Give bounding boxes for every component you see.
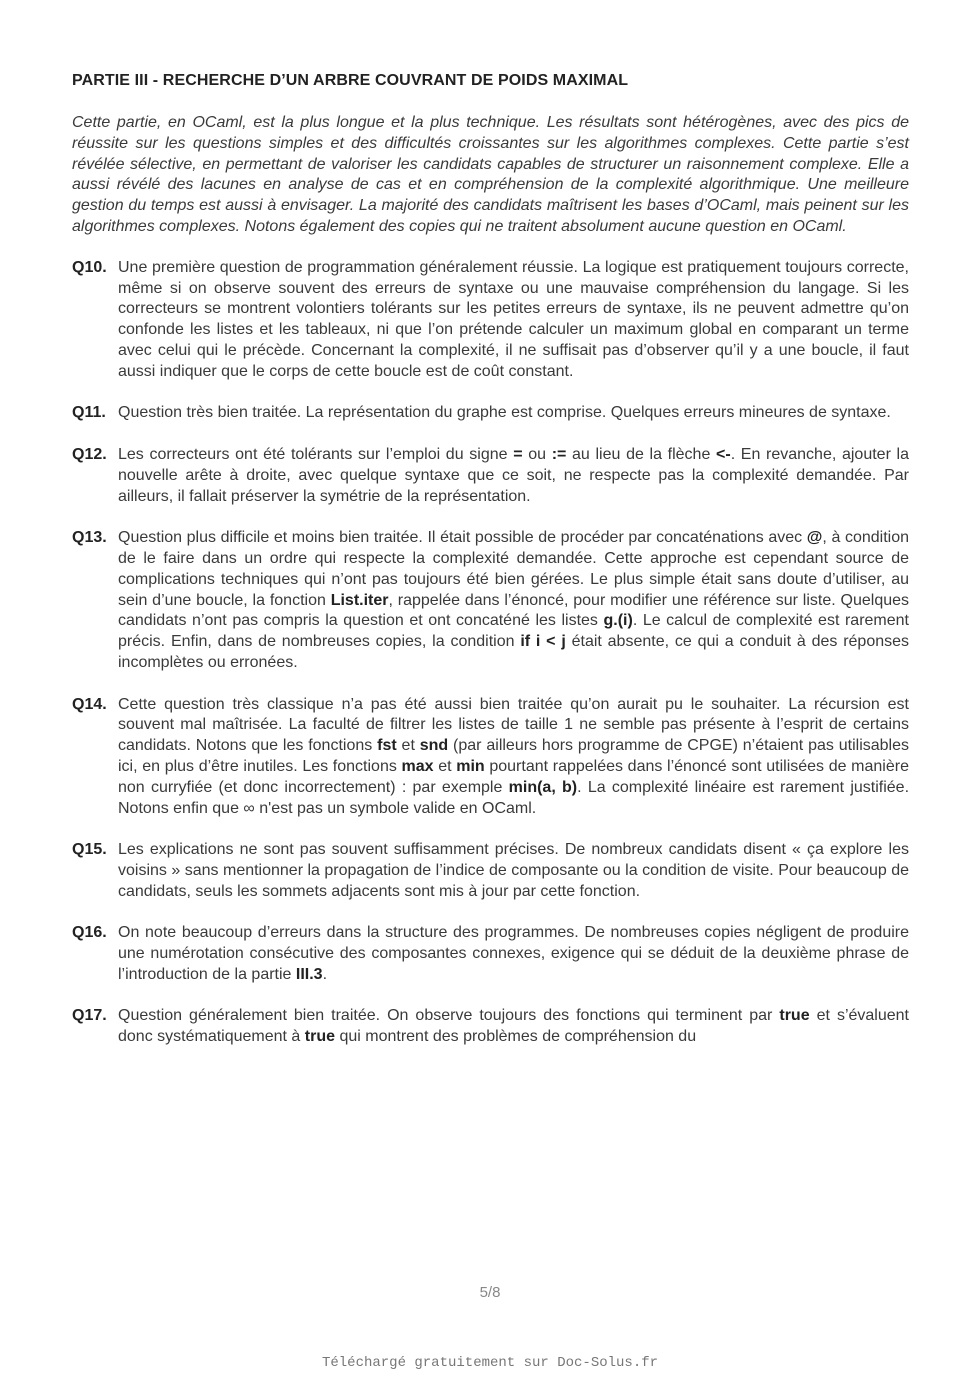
- question-label: Q15.: [72, 841, 107, 859]
- comment-text: Question plus difficile et moins bien traitée. Il était possible de procéder par concaténations avec: [118, 529, 807, 547]
- question-label: Q16.: [72, 924, 107, 942]
- comment-text: et: [396, 737, 420, 755]
- comment-text: ou: [522, 445, 552, 463]
- question-item: [72, 258, 909, 383]
- comment-text: On note beaucoup d’erreurs dans la structure des programmes. De nombreuses copies négligent de produire une numérotation consécutive des composantes connexes, exigence qui se déduit de la deuxième phrase de l’introduction de la partie: [118, 924, 909, 983]
- comment-text: , rappelée dans l’énoncé, pour modifier une référence sur liste. Quelques candidats n’ont pas compris la question et ont concaténé les listes: [118, 591, 910, 630]
- question-label: Q11.: [72, 404, 106, 422]
- code-term: :=: [551, 445, 567, 463]
- comment-text: et: [433, 757, 457, 775]
- comment-text: Cette question très classique n’a pas été aussi bien traitée qu’on aurait pu le souhaiter. La récursion est souvent mal maîtrisée. La faculté de filtrer les listes de taille 1 ne semble pas présente à l’esprit de certains candidats. Notons que les fonctions: [118, 695, 909, 755]
- code-term: if i < j: [520, 633, 566, 651]
- question-item: [72, 840, 909, 902]
- comment-text: .: [322, 965, 328, 983]
- part-title: PARTIE III - RECHERCHE D’UN ARBRE COUVRANT DE POIDS MAXIMAL: [72, 72, 629, 89]
- comment-text: . Le calcul de complexité est rarement précis. Enfin, dans de nombreuses copies, la condition: [118, 612, 909, 651]
- comment-text: . En revanche, ajouter la nouvelle arête à droite, avec quelque syntaxe que ce soit, ne respecte pas la complexité demandée. Par ailleurs, il fallait préserver la symétrie de la représentation.: [118, 445, 910, 505]
- question-comment: [118, 528, 909, 674]
- comment-text: au lieu de la flèche: [566, 445, 717, 463]
- question-item: [72, 403, 909, 424]
- question-comment: [118, 840, 909, 902]
- question-comment: [118, 923, 909, 985]
- code-term: List.iter: [330, 591, 389, 609]
- comment-text: pourtant rappelées dans l’énoncé sont utilisées de manière non curryfiée (et donc incorrectement) : par exemple: [118, 757, 909, 796]
- code-term: g.(i): [603, 612, 633, 630]
- code-term: true: [779, 1007, 810, 1025]
- question-comment: [118, 445, 909, 507]
- question-comment: [118, 1006, 909, 1048]
- code-term: III.3: [295, 965, 323, 983]
- comment-text: , à condition de le faire dans un ordre qui respecte la complexité demandée. Cette approche est cependant source de complications techniques qui n’ont pas toujours été bien gérées. Le plus simple était sans doute d’utiliser, au sein d’une boucle, la fonction: [118, 529, 909, 609]
- question-label: Q12.: [72, 445, 107, 463]
- comment-text: Les explications ne sont pas souvent suffisamment précises. De nombreux candidats disent « ça explore les voisins » sans mentionner la propagation de l’indice de composante ou la condition de visite. Pour beaucoup de candidats, seuls les sommets adjacents sont mis à jour par cette fonction.: [118, 841, 909, 900]
- document-page: [72, 70, 909, 1069]
- code-term: min: [456, 757, 485, 775]
- code-term: max: [401, 757, 434, 775]
- comment-text: qui montrent des problèmes de compréhension du: [335, 1028, 697, 1046]
- intro-paragraph: Cette partie, en OCaml, est la plus longue et la plus technique. Les résultats sont hétérogènes, avec des pics de réussite sur les questions simples et des difficultés croissantes sur les algorithmes complexes. Cette partie s’est révélée sélective, en permettant de valoriser les candidats capables de structurer un raisonnement complexe. Elle a aussi révélé des lacunes en analyse de cas et en compréhension de la complexité algorithmique. Une meilleure gestion du temps est aussi à envisager. La majorité des candidats maîtrisent les bases d’OCaml, mais peinent sur les algorithmes complexes. Notons également des copies qui ne traitent absolument aucune question en OCaml.: [72, 114, 909, 235]
- question-item: [72, 923, 909, 985]
- code-term: =: [513, 445, 523, 463]
- comment-text: Question très bien traitée. La représentation du graphe est comprise. Quelques erreurs mineures de syntaxe.: [118, 404, 891, 422]
- code-term: snd: [419, 737, 449, 755]
- comment-text: (par ailleurs hors programme de CPGE) n’étaient pas utilisables ici, en plus d’être inutiles. Les fonctions: [118, 737, 910, 775]
- question-comment: [118, 258, 909, 383]
- comment-text: Une première question de programmation généralement réussie. La logique est pratiquement toujours correcte, même si on observe souvent des erreurs de syntaxe ou une mauvaise compréhension du langage. Si les correcteurs se montrent volontiers tolérants sur les petites erreurs de syntaxe, ils ne peuvent admettre qu’on confonde les listes et les tableaux, ni que l’on prétende calculer un maximum global en comparant un terme avec celui qui le précède. Concernant la complexité, il ne suffisait pas d’observer qu’il y a une boucle, il faut aussi indiquer que le corps de cette boucle est de coût constant.: [118, 258, 909, 380]
- question-item: [72, 528, 909, 674]
- question-label: Q13.: [72, 529, 107, 547]
- question-item: [72, 695, 909, 820]
- page-number: 5/8: [479, 1284, 501, 1301]
- comment-text: était absente, ce qui a conduit à des réponses incomplètes ou erronées.: [118, 633, 910, 671]
- question-label: Q10.: [72, 258, 107, 276]
- comment-text: . La complexité linéaire est rarement justifiée. Notons enfin que ∞ n'est pas un symbole valide en OCaml.: [118, 778, 910, 817]
- question-item: [72, 1006, 909, 1048]
- code-term: true: [304, 1028, 335, 1046]
- comment-text: Les correcteurs ont été tolérants sur l’emploi du signe: [118, 445, 514, 463]
- question-comment: [118, 695, 909, 820]
- code-term: fst: [377, 737, 397, 755]
- comment-text: et s’évaluent donc systématiquement à: [118, 1007, 910, 1046]
- code-term: @: [806, 529, 823, 547]
- code-term: <-: [716, 445, 731, 463]
- download-footer: Téléchargé gratuitement sur Doc-Solus.fr: [321, 1355, 659, 1371]
- question-comment: [118, 403, 909, 424]
- question-item: [72, 445, 909, 507]
- question-label: Q14.: [72, 695, 107, 713]
- question-label: Q17.: [72, 1007, 107, 1025]
- questions-list: [72, 258, 909, 1048]
- comment-text: Question généralement bien traitée. On observe toujours des fonctions qui terminent par: [118, 1007, 780, 1025]
- code-term: min(a, b): [508, 778, 578, 796]
